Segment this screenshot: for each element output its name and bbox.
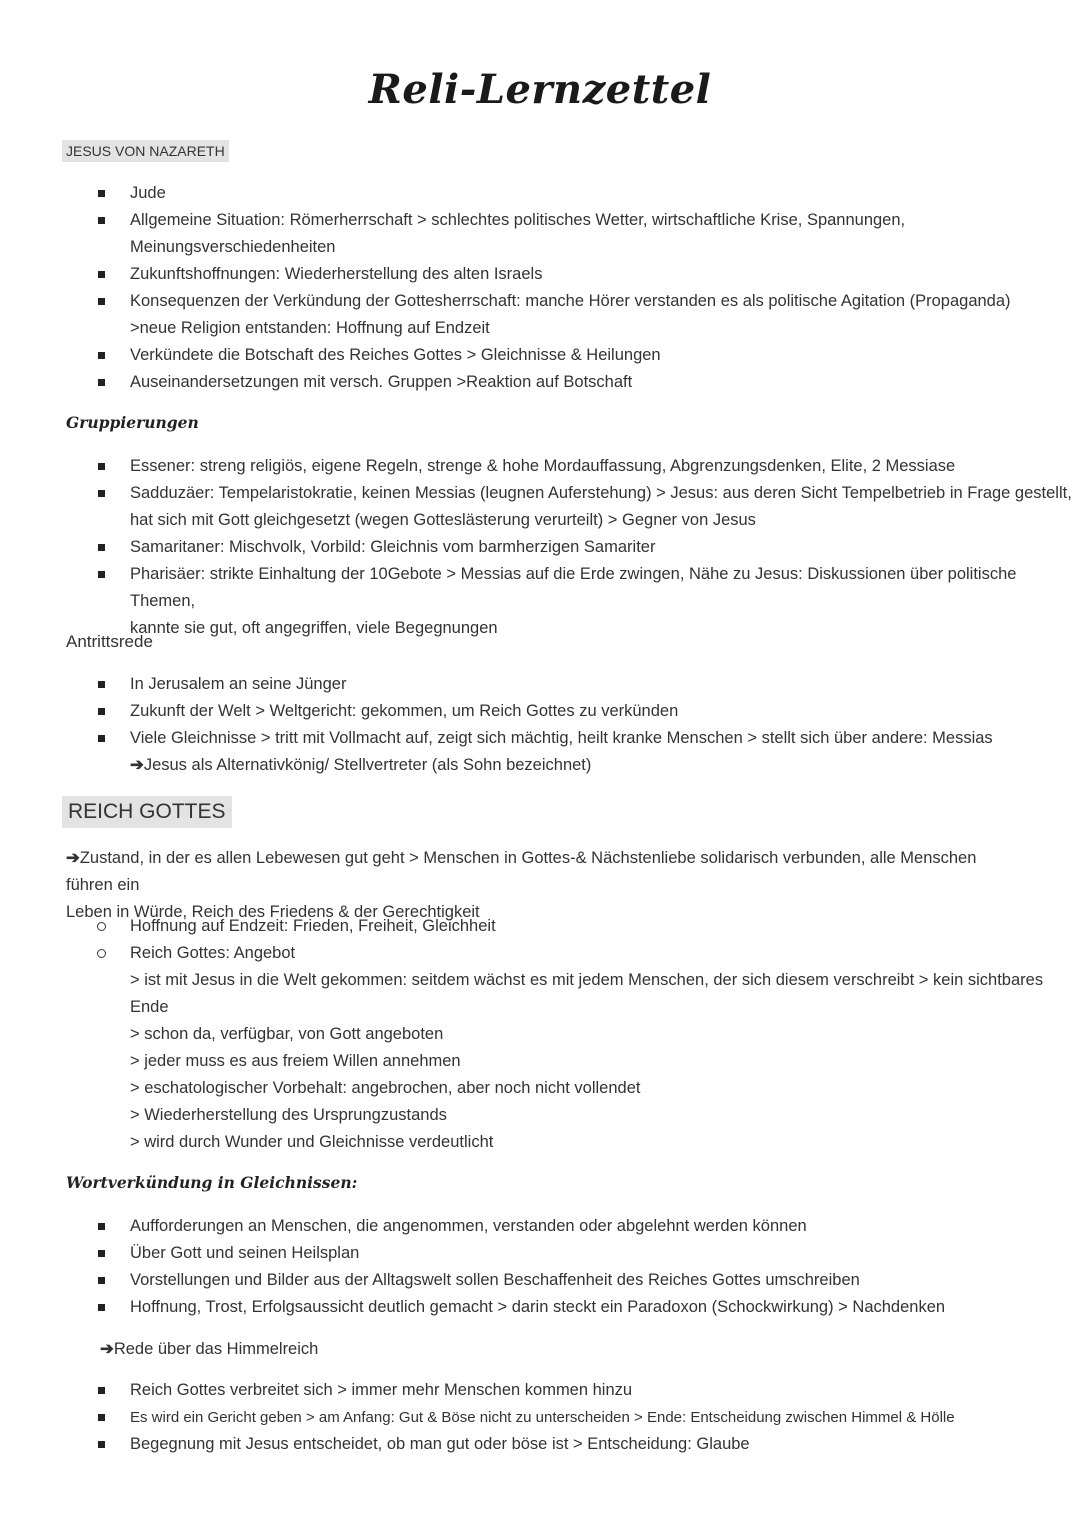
- list-item: Reich Gottes: Angebot > ist mit Jesus in die Welt gekommen: seitdem wächst es mit jedem Menschen, der sich diesem verschreibt > kein sichtbares Ende > schon da, verfügbar, von Gott angeboten > jeder muss es aus freiem Willen annehmen > eschatologischer Vorbehalt: angebrochen, aber noch nicht vollendet > Wiederherstellung des Ursprungzustands > wird durch Wunder und Gleichnisse verdeutlicht: [64, 940, 1043, 1156]
- bullet-square-icon: [98, 1250, 105, 1257]
- bullet-square-icon: [98, 1414, 105, 1421]
- gruppierungen-list: [64, 453, 1080, 642]
- list-item: Pharisäer: strikte Einhaltung der 10Gebote > Messias auf die Erde zwingen, Nähe zu Jesus: Diskussionen über politische Themen, kannte sie gut, oft angegriffen, viele Begegnungen: [64, 561, 1080, 642]
- section-heading-gruppierungen: Gruppierungen: [66, 413, 199, 432]
- list-item: Samaritaner: Mischvolk, Vorbild: Gleichnis vom barmherzigen Samariter: [64, 534, 1080, 561]
- himmelreich-list: [64, 1377, 955, 1458]
- bullet-square-icon: [98, 217, 105, 224]
- list-item: Allgemeine Situation: Römerherrschaft > schlechtes politisches Wetter, wirtschaftliche Krise, Spannungen, Meinungsverschiedenheiten: [64, 207, 1011, 261]
- list-item: Verkündete die Botschaft des Reiches Gottes > Gleichnisse & Heilungen: [64, 342, 1011, 369]
- list-item: Aufforderungen an Menschen, die angenommen, verstanden oder abgelehnt werden können: [64, 1213, 945, 1240]
- antrittsrede-list: [64, 671, 993, 779]
- list-item: In Jerusalem an seine Jünger: [64, 671, 993, 698]
- reich-gottes-list: [64, 913, 1043, 1156]
- bullet-square-icon: [98, 1277, 105, 1284]
- bullet-square-icon: [98, 1304, 105, 1311]
- jesus-list: [64, 180, 1011, 396]
- arrow-right-icon: ➔: [66, 849, 80, 867]
- bullet-square-icon: [98, 298, 105, 305]
- list-item: Hoffnung auf Endzeit: Frieden, Freiheit, Gleichheit: [64, 913, 1043, 940]
- bullet-square-icon: [98, 1223, 105, 1230]
- list-item: Viele Gleichnisse > tritt mit Vollmacht auf, zeigt sich mächtig, heilt kranke Menschen > stellt sich über andere: Messias ➔Jesus als Alternativkönig/ Stellvertreter (als Sohn bezeichnet): [64, 725, 993, 779]
- list-item: Es wird ein Gericht geben > am Anfang: Gut & Böse nicht zu unterscheiden > Ende: Entscheidung zwischen Himmel & Hölle: [64, 1404, 955, 1431]
- bullet-square-icon: [98, 544, 105, 551]
- bullet-square-icon: [98, 681, 105, 688]
- list-item: Hoffnung, Trost, Erfolgsaussicht deutlich gemacht > darin steckt ein Paradoxon (Schockwirkung) > Nachdenken: [64, 1294, 945, 1321]
- wortverkuendung-list: [64, 1213, 945, 1321]
- bullet-square-icon: [98, 352, 105, 359]
- bullet-square-icon: [98, 490, 105, 497]
- bullet-circle-icon: [97, 922, 106, 931]
- bullet-square-icon: [98, 735, 105, 742]
- list-item: Vorstellungen und Bilder aus der Alltagswelt sollen Beschaffenheit des Reiches Gottes umschreiben: [64, 1267, 945, 1294]
- list-item: Auseinandersetzungen mit versch. Gruppen >Reaktion auf Botschaft: [64, 369, 1011, 396]
- rede-himmelreich: ➔Rede über das Himmelreich: [100, 1340, 319, 1358]
- list-item: Reich Gottes verbreitet sich > immer mehr Menschen kommen hinzu: [64, 1377, 955, 1404]
- bullet-circle-icon: [97, 949, 106, 958]
- section-heading-reich-gottes: REICH GOTTES: [62, 796, 232, 828]
- bullet-square-icon: [98, 1387, 105, 1394]
- arrow-right-icon: ➔: [100, 1340, 114, 1358]
- list-item: Konsequenzen der Verkündung der Gottesherrschaft: manche Hörer verstanden es als politische Agitation (Propaganda) >neue Religion entstanden: Hoffnung auf Endzeit: [64, 288, 1011, 342]
- list-item: Zukunft der Welt > Weltgericht: gekommen, um Reich Gottes zu verkünden: [64, 698, 993, 725]
- section-heading-jesus: JESUS VON NAZARETH: [62, 140, 229, 162]
- list-item: Essener: streng religiös, eigene Regeln, strenge & hohe Mordauffassung, Abgrenzungsdenken, Elite, 2 Messiase: [64, 453, 1080, 480]
- list-item: Jude: [64, 180, 1011, 207]
- list-item: Über Gott und seinen Heilsplan: [64, 1240, 945, 1267]
- bullet-square-icon: [98, 190, 105, 197]
- bullet-square-icon: [98, 571, 105, 578]
- bullet-square-icon: [98, 708, 105, 715]
- bullet-square-icon: [98, 379, 105, 386]
- section-heading-antrittsrede: Antrittsrede: [66, 632, 153, 651]
- bullet-square-icon: [98, 463, 105, 470]
- page-title: Reli-Lernzettel: [368, 66, 712, 113]
- list-item: Sadduzäer: Tempelaristokratie, keinen Messias (leugnen Auferstehung) > Jesus: aus deren Sicht Tempelbetrieb in Frage gestellt, hat sich mit Gott gleichgesetzt (wegen Gotteslästerung verurteilt) > Gegner von Jesus: [64, 480, 1080, 534]
- bullet-square-icon: [98, 271, 105, 278]
- reich-gottes-intro: ➔Zustand, in der es allen Lebewesen gut geht > Menschen in Gottes-& Nächstenliebe solidarisch verbunden, alle Menschen führen ein Leben in Würde, Reich des Friedens & der Gerechtigkeit: [66, 849, 977, 921]
- list-item: Zukunftshoffnungen: Wiederherstellung des alten Israels: [64, 261, 1011, 288]
- arrow-right-icon: ➔: [130, 756, 144, 774]
- bullet-square-icon: [98, 1441, 105, 1448]
- list-item: Begegnung mit Jesus entscheidet, ob man gut oder böse ist > Entscheidung: Glaube: [64, 1431, 955, 1458]
- section-heading-wortverkuendung: Wortverkündung in Gleichnissen:: [66, 1173, 358, 1192]
